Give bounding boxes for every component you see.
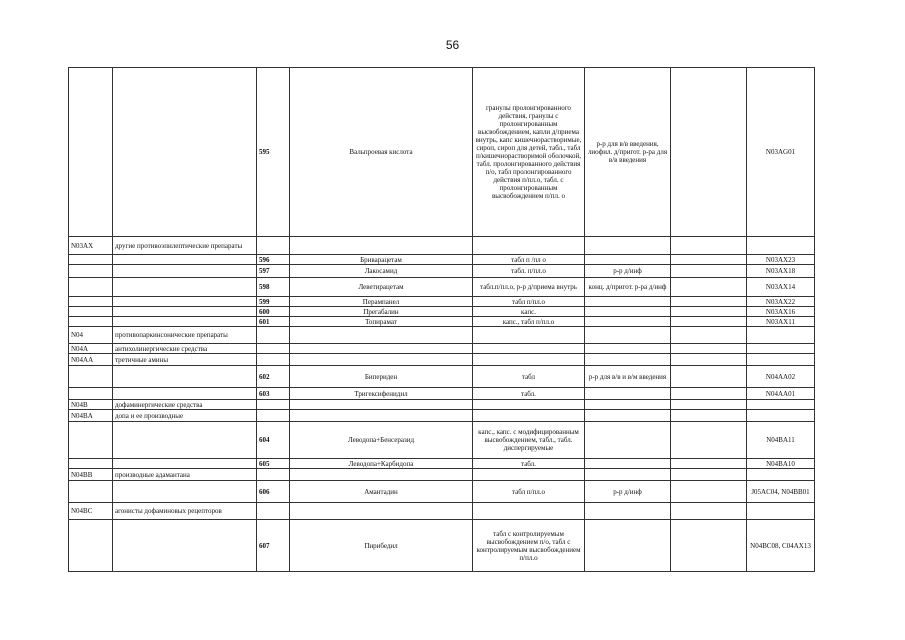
table-row (69, 400, 815, 410)
group-code (69, 520, 113, 572)
dosage-form-injection (585, 520, 671, 572)
dosage-form-injection (585, 459, 671, 469)
empty-cell (671, 317, 747, 327)
item-number: 600 (257, 307, 290, 317)
atc-code: N04AA01 (747, 388, 815, 400)
empty-cell (671, 297, 747, 307)
dosage-form (473, 237, 585, 255)
drug-name: Амантадин (290, 481, 473, 503)
empty-cell (671, 68, 747, 237)
dosage-form-injection (585, 307, 671, 317)
dosage-form-injection (585, 422, 671, 459)
table-row (69, 68, 815, 237)
group-name: противопаркинсонические препараты (113, 327, 257, 344)
table-row (69, 503, 815, 520)
group-code (69, 68, 113, 237)
dosage-form: капс., капс. с модифицированным высвобождением, табл., табл. диспергируемые (473, 422, 585, 459)
empty-cell (671, 237, 747, 255)
atc-code: N03AG01 (747, 68, 815, 237)
dosage-form (473, 410, 585, 422)
drug-name: Прегабалин (290, 307, 473, 317)
group-code: N04AA (69, 354, 113, 366)
group-code: N04BA (69, 410, 113, 422)
item-number: 598 (257, 278, 290, 297)
item-number (257, 344, 290, 354)
dosage-form-injection (585, 410, 671, 422)
drug-name (290, 344, 473, 354)
empty-cell (671, 481, 747, 503)
table-row (69, 255, 815, 265)
item-number (257, 354, 290, 366)
drug-name: Тригексифенидил (290, 388, 473, 400)
atc-code (747, 503, 815, 520)
table-row (69, 469, 815, 481)
atc-code (747, 410, 815, 422)
item-number (257, 469, 290, 481)
group-name (113, 459, 257, 469)
group-code: N04 (69, 327, 113, 344)
atc-code: N03AX18 (747, 265, 815, 278)
dosage-form: капс., табл п/пл.о (473, 317, 585, 327)
group-name (113, 297, 257, 307)
atc-code: N04BC08, C04AX13 (747, 520, 815, 572)
dosage-form-injection: р-р д/инф (585, 265, 671, 278)
group-code: N03AX (69, 237, 113, 255)
drug-name: Леводопа+Карбидопа (290, 459, 473, 469)
empty-cell (671, 469, 747, 481)
table-row (69, 327, 815, 344)
group-name (113, 265, 257, 278)
dosage-form-injection (585, 297, 671, 307)
group-name (113, 481, 257, 503)
atc-code: N04AA02 (747, 366, 815, 388)
item-number: 597 (257, 265, 290, 278)
empty-cell (671, 388, 747, 400)
drug-name (290, 237, 473, 255)
group-code (69, 481, 113, 503)
empty-cell (671, 344, 747, 354)
group-name (113, 68, 257, 237)
empty-cell (671, 366, 747, 388)
item-number (257, 410, 290, 422)
dosage-form: табл (473, 366, 585, 388)
group-code (69, 388, 113, 400)
group-code (69, 278, 113, 297)
atc-code (747, 344, 815, 354)
dosage-form (473, 469, 585, 481)
dosage-form: табл. (473, 388, 585, 400)
atc-code: N03AX23 (747, 255, 815, 265)
dosage-form: табл.п/пл.о, р-р д/приема внутрь (473, 278, 585, 297)
table-row (69, 388, 815, 400)
item-number: 602 (257, 366, 290, 388)
dosage-form-injection (585, 327, 671, 344)
dosage-form (473, 503, 585, 520)
empty-cell (671, 265, 747, 278)
dosage-form-injection (585, 388, 671, 400)
empty-cell (671, 327, 747, 344)
dosage-form (473, 354, 585, 366)
item-number: 606 (257, 481, 290, 503)
dosage-form-injection: конц. д/пригот. р-ра д/инф (585, 278, 671, 297)
empty-cell (671, 255, 747, 265)
table-row (69, 410, 815, 422)
dosage-form (473, 400, 585, 410)
table-row (69, 278, 815, 297)
drug-name: Бипериден (290, 366, 473, 388)
dosage-form: табл п/пл.о (473, 297, 585, 307)
page-number: 56 (445, 38, 460, 52)
atc-code: N03AX16 (747, 307, 815, 317)
empty-cell (671, 307, 747, 317)
group-code (69, 422, 113, 459)
dosage-form-injection (585, 400, 671, 410)
atc-code (747, 400, 815, 410)
drug-name: Вальпроевая кислота (290, 68, 473, 237)
dosage-form (473, 344, 585, 354)
group-code (69, 317, 113, 327)
drug-name (290, 327, 473, 344)
table-row (69, 307, 815, 317)
dosage-form-injection (585, 354, 671, 366)
group-code (69, 297, 113, 307)
dosage-form: табл. п/пл.о (473, 265, 585, 278)
dosage-form: табл п /пл о (473, 255, 585, 265)
atc-code: N04BA10 (747, 459, 815, 469)
empty-cell (671, 459, 747, 469)
item-number: 603 (257, 388, 290, 400)
group-name (113, 388, 257, 400)
drug-name: Леветирацетам (290, 278, 473, 297)
dosage-form-injection (585, 255, 671, 265)
atc-code: N03AX22 (747, 297, 815, 307)
item-number: 604 (257, 422, 290, 459)
group-name (113, 422, 257, 459)
drug-name (290, 354, 473, 366)
group-name (113, 520, 257, 572)
dosage-form: табл. (473, 459, 585, 469)
drug-name (290, 400, 473, 410)
empty-cell (671, 410, 747, 422)
group-name (113, 278, 257, 297)
group-name: третичные амины (113, 354, 257, 366)
dosage-form: табл с контролируемым высвобождением п/о, табл с контролируемым высвобождением п/пл.о (473, 520, 585, 572)
group-name (113, 366, 257, 388)
dosage-form: капс. (473, 307, 585, 317)
dosage-form-injection: р-р для в/в введения, лиофил. д/пригот. р-ра для в/в введения (585, 68, 671, 237)
item-number: 596 (257, 255, 290, 265)
drug-name (290, 410, 473, 422)
atc-code (747, 469, 815, 481)
atc-code (747, 237, 815, 255)
table-row (69, 459, 815, 469)
dosage-form-injection (585, 317, 671, 327)
item-number (257, 327, 290, 344)
table-row (69, 354, 815, 366)
drug-name: Бриварацетам (290, 255, 473, 265)
table-row (69, 317, 815, 327)
drug-register-table (68, 67, 815, 572)
item-number (257, 400, 290, 410)
group-code: N04A (69, 344, 113, 354)
dosage-form-injection: р-р для в/в и в/м введения (585, 366, 671, 388)
group-name: дофаминергические средства (113, 400, 257, 410)
dosage-form-injection (585, 503, 671, 520)
dosage-form-injection (585, 344, 671, 354)
dosage-form: табл п/пл.о (473, 481, 585, 503)
table-row (69, 237, 815, 255)
drug-name: Перампанел (290, 297, 473, 307)
table-row (69, 520, 815, 572)
group-name (113, 307, 257, 317)
item-number: 599 (257, 297, 290, 307)
table-row (69, 344, 815, 354)
table-row (69, 297, 815, 307)
empty-cell (671, 278, 747, 297)
table-row (69, 481, 815, 503)
group-code (69, 255, 113, 265)
dosage-form (473, 327, 585, 344)
atc-code (747, 327, 815, 344)
group-name: антихолинергические средства (113, 344, 257, 354)
group-name: производные адамантана (113, 469, 257, 481)
group-code (69, 459, 113, 469)
atc-code: N03AX11 (747, 317, 815, 327)
group-code (69, 366, 113, 388)
group-name (113, 317, 257, 327)
table-row (69, 265, 815, 278)
item-number: 601 (257, 317, 290, 327)
dosage-form-injection (585, 469, 671, 481)
empty-cell (671, 520, 747, 572)
item-number: 605 (257, 459, 290, 469)
drug-name: Топирамат (290, 317, 473, 327)
group-code: N04BC (69, 503, 113, 520)
dosage-form-injection (585, 237, 671, 255)
item-number (257, 503, 290, 520)
group-code (69, 265, 113, 278)
group-name: агонисты дофаминовых рецепторов (113, 503, 257, 520)
drug-name: Пирибедил (290, 520, 473, 572)
drug-name: Лакосамид (290, 265, 473, 278)
item-number: 607 (257, 520, 290, 572)
group-name: допа и ее производные (113, 410, 257, 422)
dosage-form-injection: р-р д/инф (585, 481, 671, 503)
item-number (257, 237, 290, 255)
table-row (69, 422, 815, 459)
atc-code: N04BA11 (747, 422, 815, 459)
group-name: другие противоэпилептические препараты (113, 237, 257, 255)
empty-cell (671, 503, 747, 520)
empty-cell (671, 422, 747, 459)
group-code: N04B (69, 400, 113, 410)
table-row (69, 366, 815, 388)
drug-name (290, 469, 473, 481)
group-code: N04BB (69, 469, 113, 481)
item-number: 595 (257, 68, 290, 237)
atc-code: J05AC04, N04BB01 (747, 481, 815, 503)
empty-cell (671, 354, 747, 366)
dosage-form: гранулы пролонгированного действия, гранулы с пролонгированным высвобождением, капли д/приема внутрь, капс кишечнорастворимые, сироп, сироп для детей, табл., табл п/кишечнорастворимой оболочкой, табл. пролонгированного действия п/о, табл пролонгированного действия п/пл.о, табл. с пролонгированным высвобождением п/пл. о (473, 68, 585, 237)
atc-code (747, 354, 815, 366)
group-name (113, 255, 257, 265)
empty-cell (671, 400, 747, 410)
drug-name: Леводопа+Бенсеразид (290, 422, 473, 459)
group-code (69, 307, 113, 317)
drug-name (290, 503, 473, 520)
atc-code: N03AX14 (747, 278, 815, 297)
